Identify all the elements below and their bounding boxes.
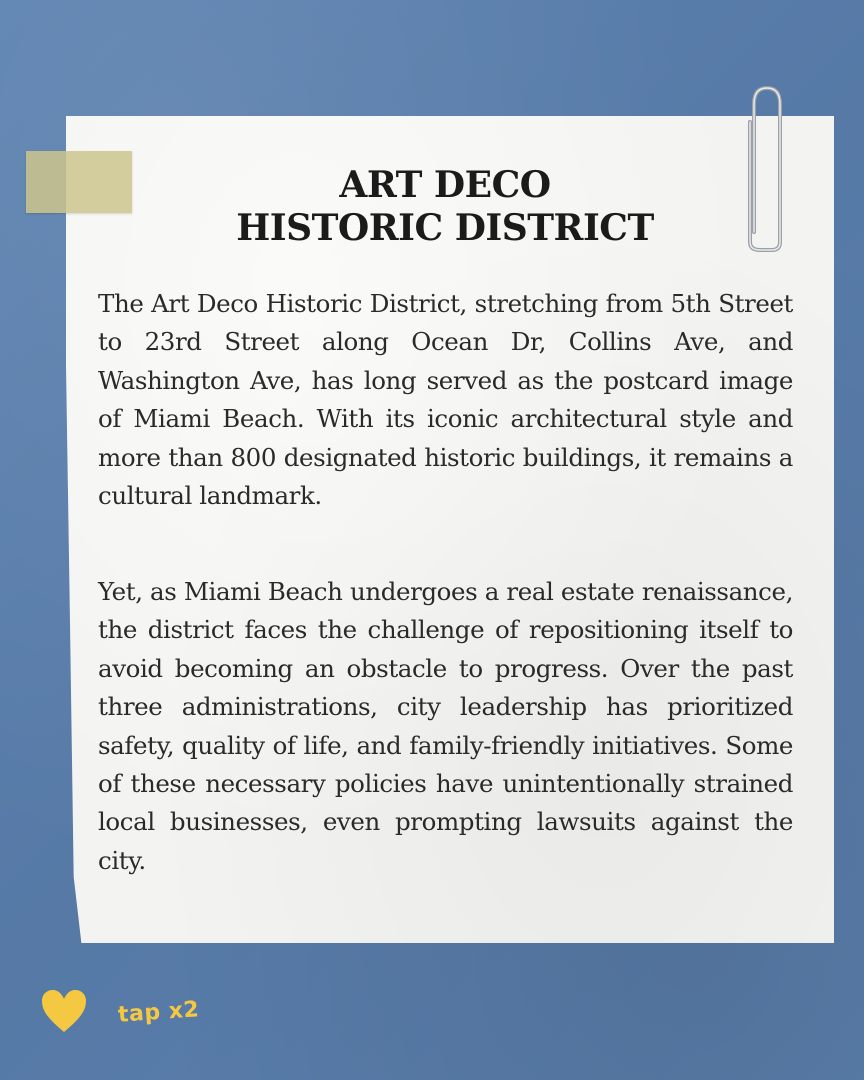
tap-label: tap x2 [117,997,201,1028]
tape-strip [26,151,132,213]
body-paragraph-2: Yet, as Miami Beach undergoes a real estate renaissance, the district faces the challenge of repositioning itself to avoid becoming an obstacle to progress. Over the past three administrations, city leadership has prioritized safety, quality of life, and family-friendly initiatives. Some of these necessary policies have unintentionally strained local businesses, even prompting lawsuits against the city. [98,577,793,875]
page-title [150,164,740,250]
paperclip-icon [740,82,790,254]
title-line-1: ART DECO [339,164,551,206]
body-paragraph-1: The Art Deco Historic District, stretching from 5th Street to 23rd Street along Ocean Dr, Collins Ave, and Washington Ave, has long served as the postcard image of Miami Beach. With its iconic architectural style and more than 800 designated historic buildings, it remains a cultural landmark. [98,289,793,511]
heart-icon[interactable] [38,986,90,1036]
title-line-2: HISTORIC DISTRICT [236,207,654,249]
